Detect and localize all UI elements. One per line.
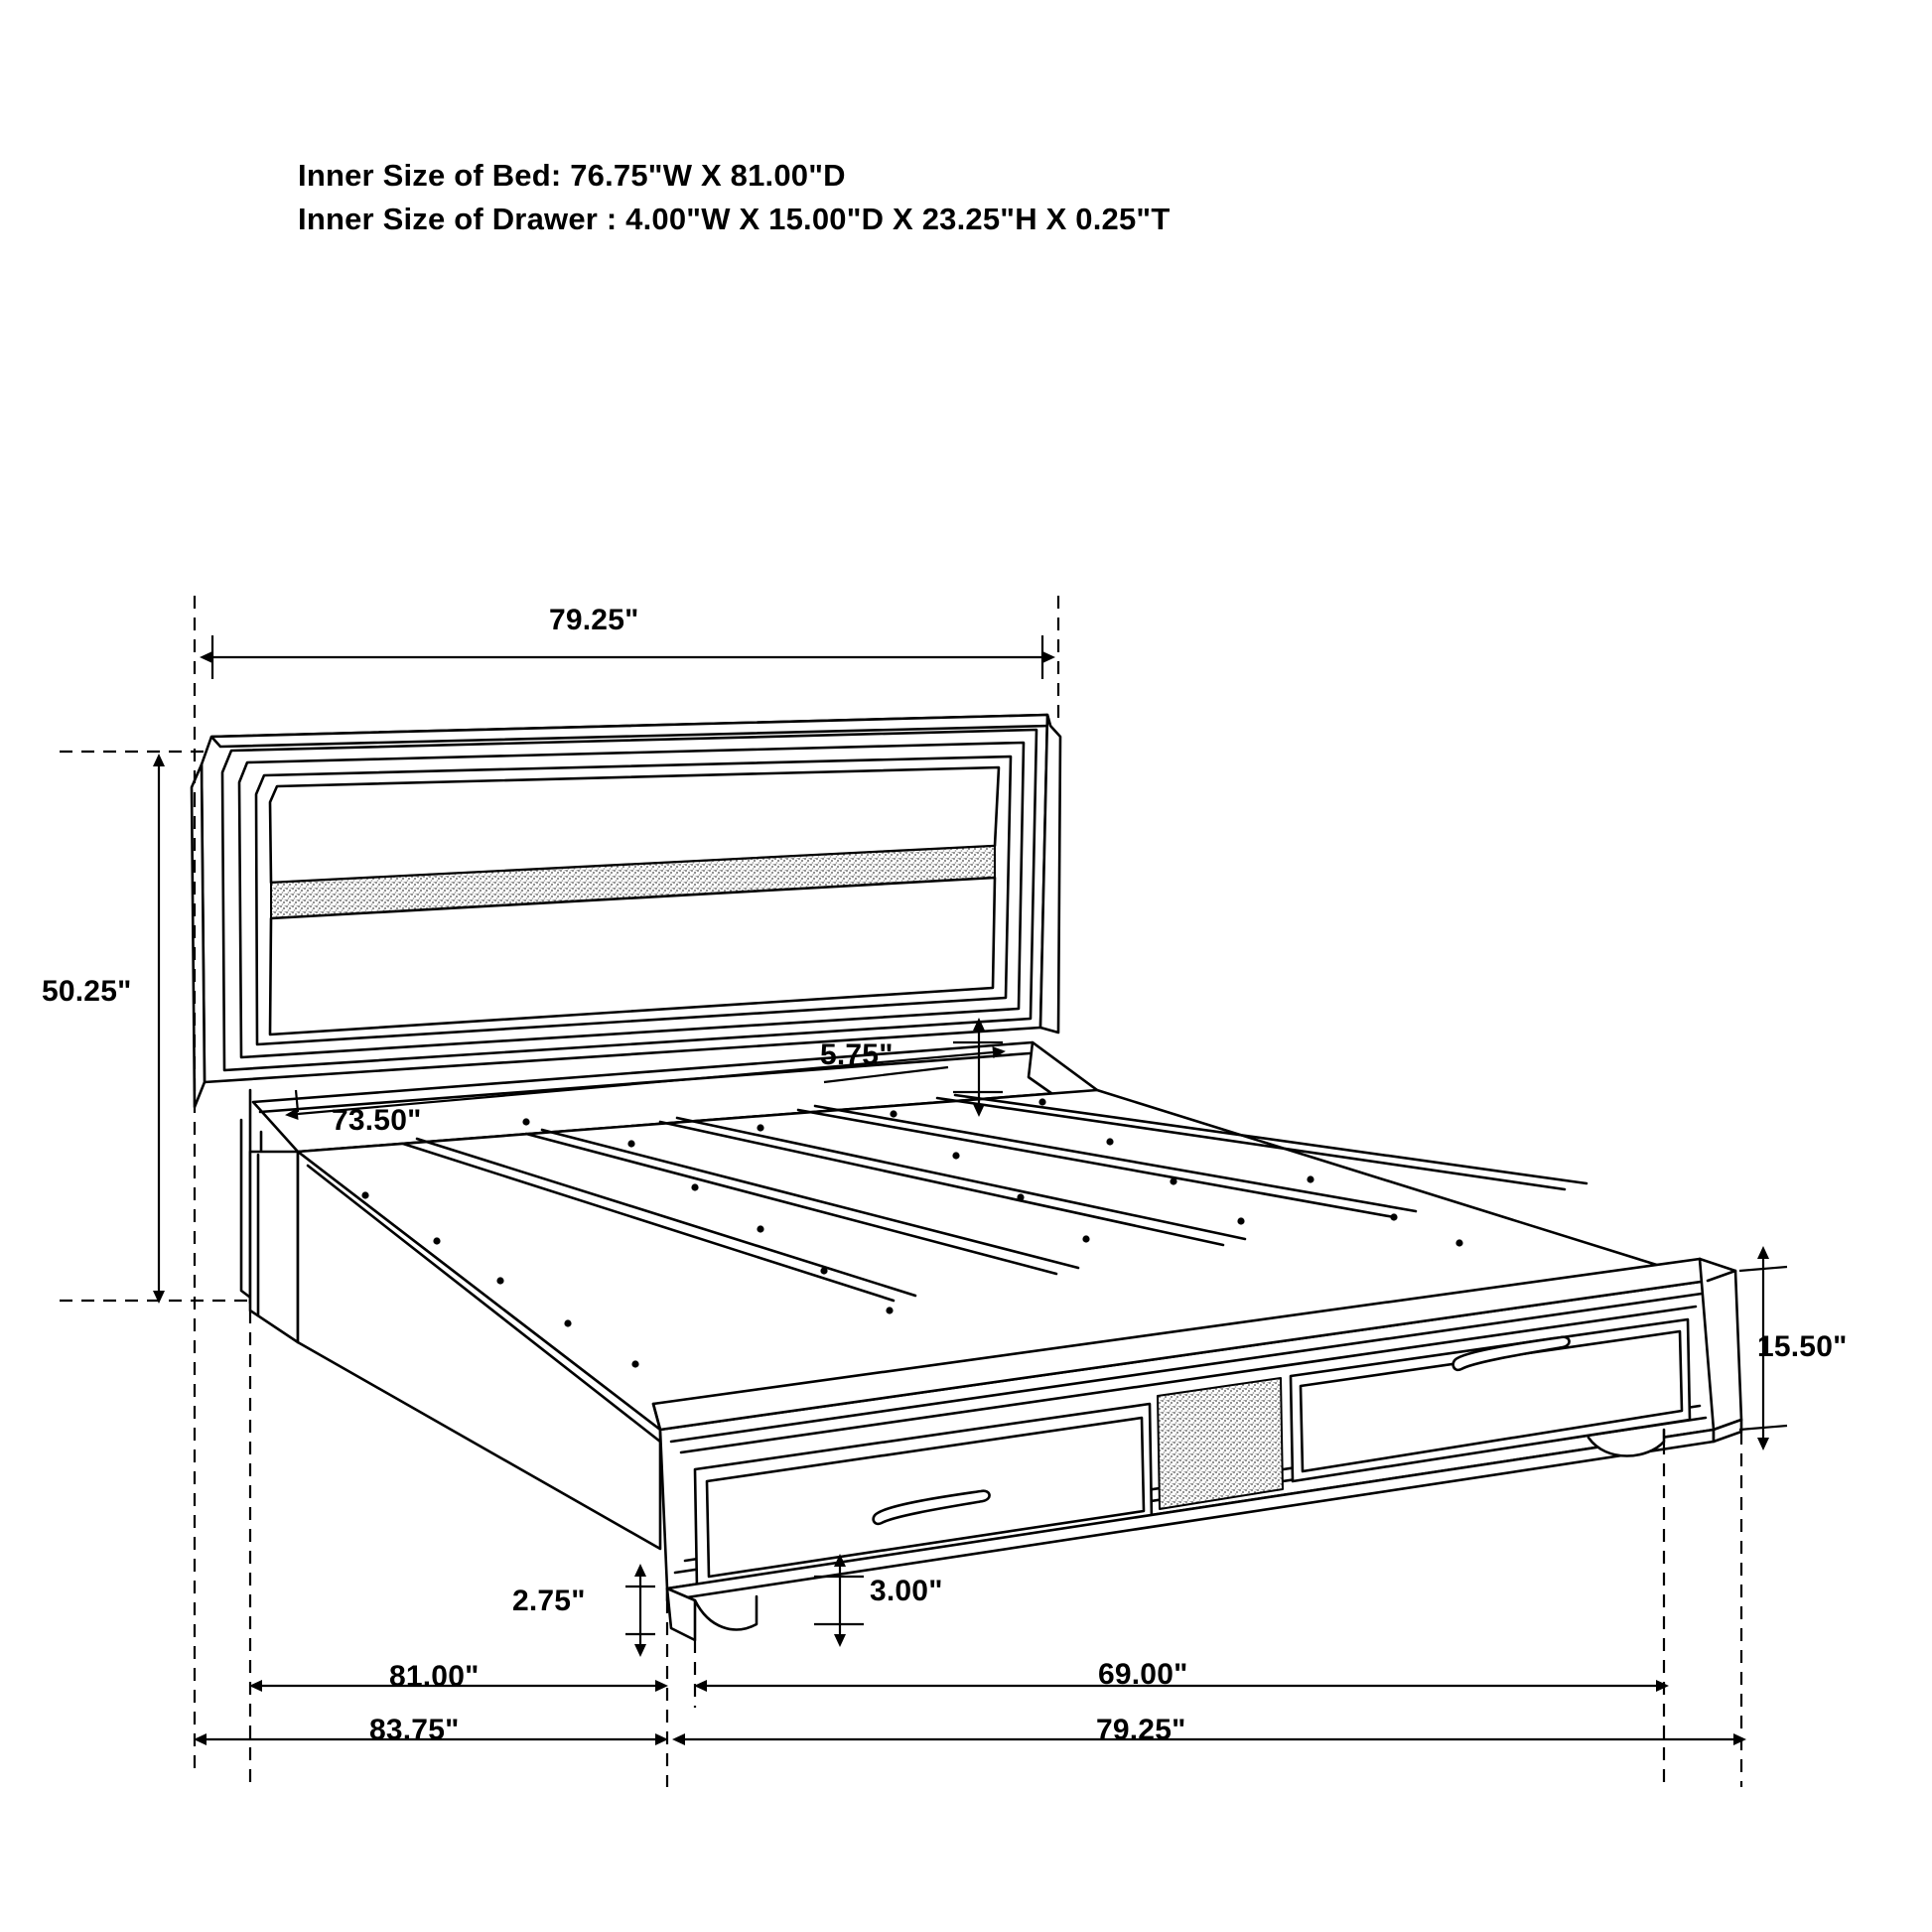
dimension-label-foot-clearance: 2.75" xyxy=(512,1585,586,1617)
dimension-label-footboard-height: 15.50" xyxy=(1757,1330,1848,1363)
dimension-label-rail-height: 5.75" xyxy=(820,1038,894,1071)
dimension-label-leg-height: 3.00" xyxy=(870,1575,943,1607)
dimension-label-headboard-inner: 73.50" xyxy=(332,1104,422,1137)
dimension-label-headboard-height: 50.25" xyxy=(42,975,132,1008)
dimension-label-overall-width: 79.25" xyxy=(1096,1714,1186,1746)
dimension-label-bed-depth: 81.00" xyxy=(389,1660,480,1693)
inner-size-bed-text: Inner Size of Bed: 76.75"W X 81.00"D xyxy=(298,158,846,193)
dimension-label-overall-depth: 83.75" xyxy=(369,1714,460,1746)
dimension-label-top-width: 79.25" xyxy=(549,604,639,636)
dimension-label-foot-width: 69.00" xyxy=(1098,1658,1188,1691)
inner-size-drawer-text: Inner Size of Drawer : 4.00"W X 15.00"D X 23.25"H X 0.25"T xyxy=(298,202,1171,237)
